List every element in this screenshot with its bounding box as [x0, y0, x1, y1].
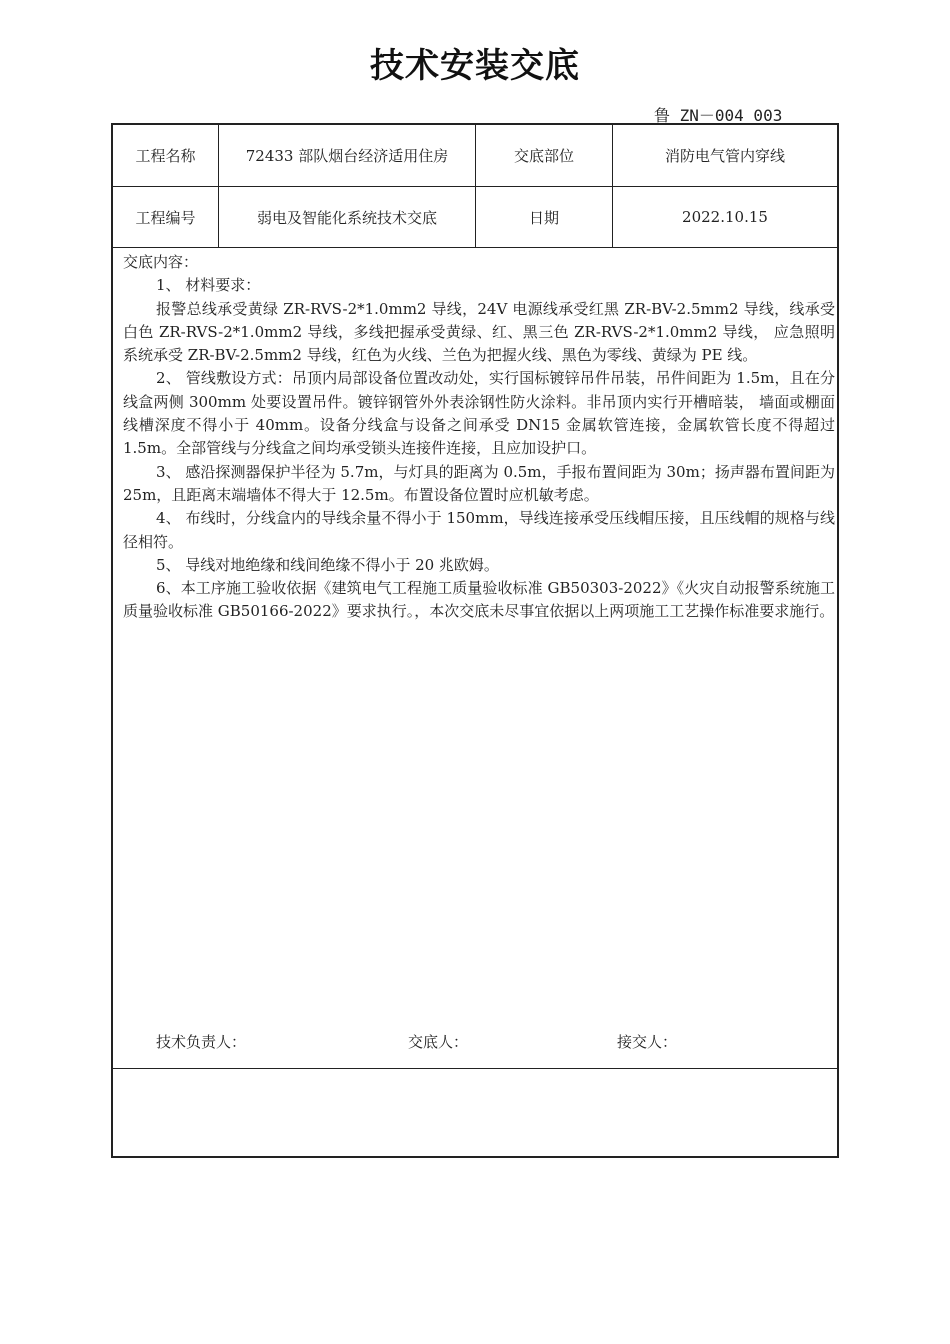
content-item: 4、 布线时，分线盒内的导线余量不得小于 150mm，导线连接承受压线帽压接，且压线帽的规格与线径相符。	[123, 509, 835, 551]
project-code-value: 弱电及智能化系统技术交底	[256, 208, 437, 227]
document-title: 技术安装交底	[370, 46, 580, 86]
briefing-content	[123, 251, 835, 624]
row-divider	[113, 247, 837, 248]
document-number: 鲁 ZN－004 003	[654, 106, 783, 125]
form-table	[111, 123, 839, 1158]
content-item: 1、 材料要求：	[156, 276, 261, 295]
project-name-value: 72433 部队烟台经济适用住房	[245, 147, 449, 165]
project-name-label: 工程名称	[135, 147, 196, 165]
content-heading: 交底内容：	[123, 253, 199, 271]
content-item: 5、 导线对地绝缘和线间绝缘不得小于 20 兆欧姆。	[156, 555, 499, 574]
content-item: 2、 管线敷设方式：吊顶内局部设备位置改动处，实行国标镀锌吊件吊装，吊件间距为 1.5m，且在分线盒两侧 300mm 处要设置吊件。镀锌钢管外外表涂钢性防火涂料。非吊顶内实行开槽暗装， 墙面或棚面线槽深度不得小于 40mm。设备分线盒与设备之间承受 DN15 金属软管连接，金属软管长度不得超过 1.5m。全部管线与分线盒之间均承受锁头连接件连接，且应加设护口。	[123, 369, 835, 458]
receiver-signature-label: 接交人：	[617, 1033, 678, 1051]
date-label: 日期	[528, 208, 559, 227]
project-code-label: 工程编号	[135, 208, 196, 227]
date-value: 2022.10.15	[682, 208, 768, 226]
presenter-signature-label: 交底人：	[408, 1033, 469, 1051]
location-value: 消防电气管内穿线	[664, 147, 785, 165]
content-item: 报警总线承受黄绿 ZR-RVS-2*1.0mm2 导线，24V 电源线承受红黑 ZR-BV-2.5mm2 导线，线承受白色 ZR-RVS-2*1.0mm2 导线，多线把握承受黄绿、红、黑三色 ZR-RVS-2*1.0mm2 导线， 应急照明系统承受 ZR-BV-2.5mm2 导线，红色为火线、兰色为把握火线、黑色为零线、黄绿为 PE 线。	[123, 299, 835, 365]
content-item: 6、本工序施工验收依据《建筑电气工程施工质量验收标准 GB50303-2022》《火灾自动报警系统施工质量验收标准 GB50166-2022》要求执行。，本次交底未尽事宜依据以上两项施工工艺操作标准要求施行。	[123, 579, 835, 621]
content-item: 3、 感沿探测器保护半径为 5.7m，与灯具的距离为 0.5m，手报布置间距为 30m；扬声器布置间距为 25m，且距离末端墙体不得大于 12.5m。布置设备位置时应机敏考虑。	[123, 462, 835, 504]
row-divider	[113, 1068, 837, 1069]
tech-lead-signature-label: 技术负责人：	[156, 1033, 247, 1051]
location-label: 交底部位	[513, 147, 574, 165]
